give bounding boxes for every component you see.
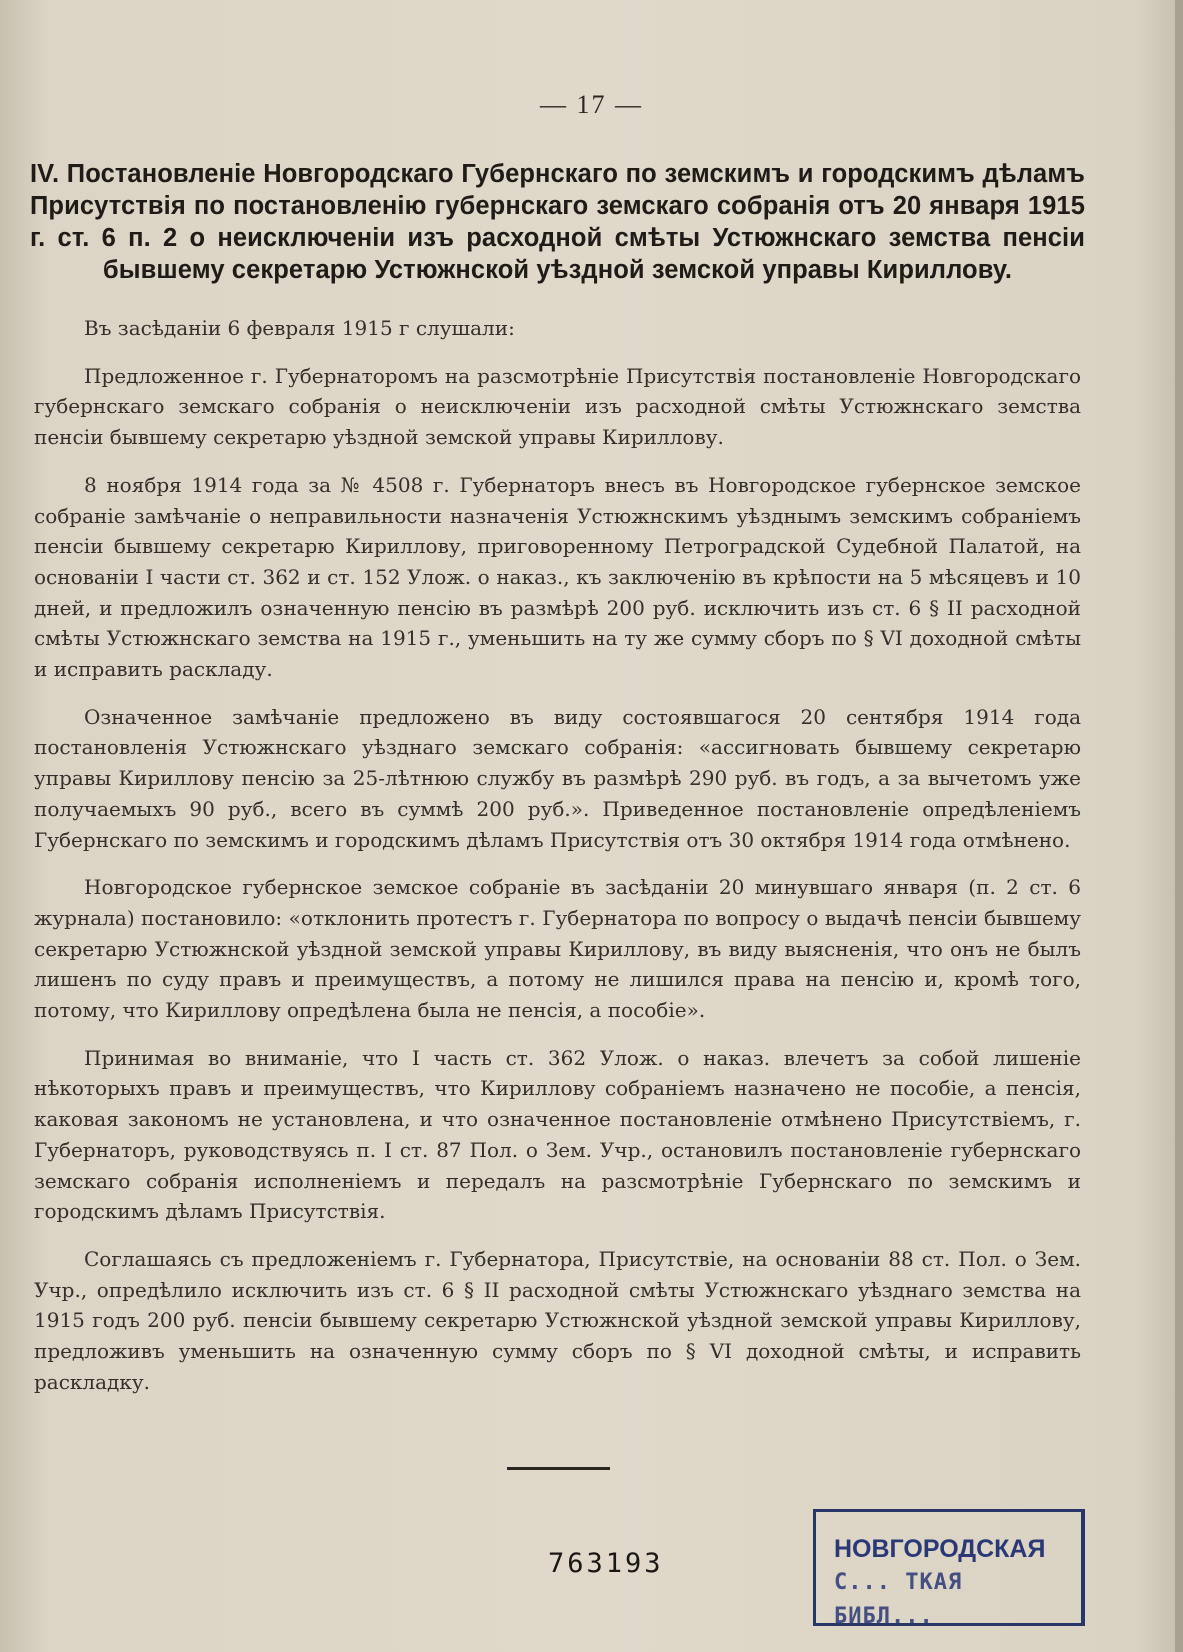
stamp-line-1: НОВГОРОДСКАЯ bbox=[834, 1535, 1046, 1563]
paragraph-assembly-decision: Новгородское губернское земское собраніе въ засѣданіи 20 минувшаго января (п. 2 ст. 6 журнала) постановило: «отклонить протестъ г. Губернатора по вопросу о выдачѣ пенсіи бывшему секретарю Устюжнской уѣздной земской управы Кириллову, въ виду выясненія, что онъ не былъ лишенъ по суду правъ и преимуществъ, а потому не лишился права на пенсію и, кромѣ того, потому, что Кириллову опредѣлена была не пенсія, а пособіе». bbox=[34, 875, 1081, 1023]
paragraph-proposal: Предложенное г. Губернаторомъ на разсмотрѣніе Присутствія постановленіе Новгородскаго губернскаго земскаго собранія о неисключеніи изъ расходной смѣты Устюжнскаго земства пенсіи бывшему секретарю уѣздной земской управы Кириллову. bbox=[34, 363, 1081, 450]
paragraph-governor-remark: 8 ноября 1914 года за № 4508 г. Губернаторъ внесъ въ Новгородское губернское земское собраніе замѣчаніе о неправильности назначенія Устюжнскимъ уѣзднымъ земскимъ собраніемъ пенсіи бывшему секретарю Кириллову, приговоренному Петроградской Судебной Палатой, на основаніи I части ст. 362 и ст. 152 Улож. о наказ., къ заключенію въ крѣпости на 5 мѣсяцевъ и 10 дней, и предложилъ означенную пенсію въ размѣрѣ 200 руб. исключить изъ ст. 6 § II расходной смѣты Устюжнскаго земства на 1915 г., уменьшить на ту же сумму сборъ по § VI доходной смѣты и исправить раскладу. bbox=[34, 472, 1081, 682]
paragraph-final-decision: Соглашаясь съ предложеніемъ г. Губернатора, Присутствіе, на основаніи 88 ст. Пол. о Зем. Учр., опредѣлило исключить изъ ст. 6 § II расходной смѣты Устюжнскаго уѣзднаго земства на 1915 годъ 200 руб. пенсіи бывшему секретарю Устюжнской уѣздной земской управы Кириллову, предложивъ уменьшить на означенную сумму сборъ по § VI доходной смѣты, и исправить раскладку. bbox=[34, 1246, 1081, 1394]
stamp-text bbox=[834, 1532, 1071, 1634]
page-number: — 17 — bbox=[540, 90, 643, 119]
section-heading: IV. Постановленіе Новгородскаго Губернскаго по земскимъ и городскимъ дѣламъ Присутствія по постановленію губернскаго земскаго собранія отъ 20 января 1915 г. ст. 6 п. 2 о неисключеніи изъ расходной смѣты Устюжнскаго земства пенсіи бывшему секретарю Устюжнской уѣздной земской управы Кириллову. bbox=[30, 160, 1085, 284]
stamp-line-2: С... ТКАЯ БИБЛ... bbox=[834, 1570, 963, 1629]
library-stamp bbox=[813, 1509, 1085, 1629]
body-text bbox=[34, 313, 1081, 1415]
paragraph-session: Въ засѣданіи 6 февраля 1915 г слушали: bbox=[84, 316, 515, 340]
page-edge-shadow bbox=[1175, 0, 1183, 1652]
paragraph-remark-basis: Означенное замѣчаніе предложено въ виду состоявшагося 20 сентября 1914 года постановленія Устюжнскаго уѣзднаго земскаго собранія: «ассигновать бывшему секретарю управы Кириллову пенсію за 25-лѣтнюю службу въ размѣрѣ 290 руб. въ годъ, а за вычетомъ уже получаемыхъ 90 руб., всего въ суммѣ 200 руб.». Приведенное постановленіе опредѣленіемъ Губернскаго по земскимъ и городскимъ дѣламъ Присутствія отъ 30 октября 1914 года отмѣнено. bbox=[34, 704, 1081, 852]
closing-rule bbox=[507, 1467, 610, 1470]
inventory-number: 763193 bbox=[548, 1548, 664, 1579]
paragraph-governor-action: Принимая во вниманіе, что I часть ст. 362 Улож. о наказ. влечетъ за собой лишеніе нѣкоторыхъ правъ и преимуществъ, что Кириллову собраніемъ назначено не пособіе, а пенсія, каковая закономъ не установлена, и что означенное постановленіе отмѣнено Присутствіемъ, г. Губернаторъ, руководствуясь п. I ст. 87 Пол. о Зем. Учр., остановилъ постановленіе губернскаго земскаго собранія исполненіемъ и передалъ на разсмотрѣніе Губернскаго по земскимъ и городскимъ дѣламъ Присутствія. bbox=[34, 1045, 1081, 1224]
